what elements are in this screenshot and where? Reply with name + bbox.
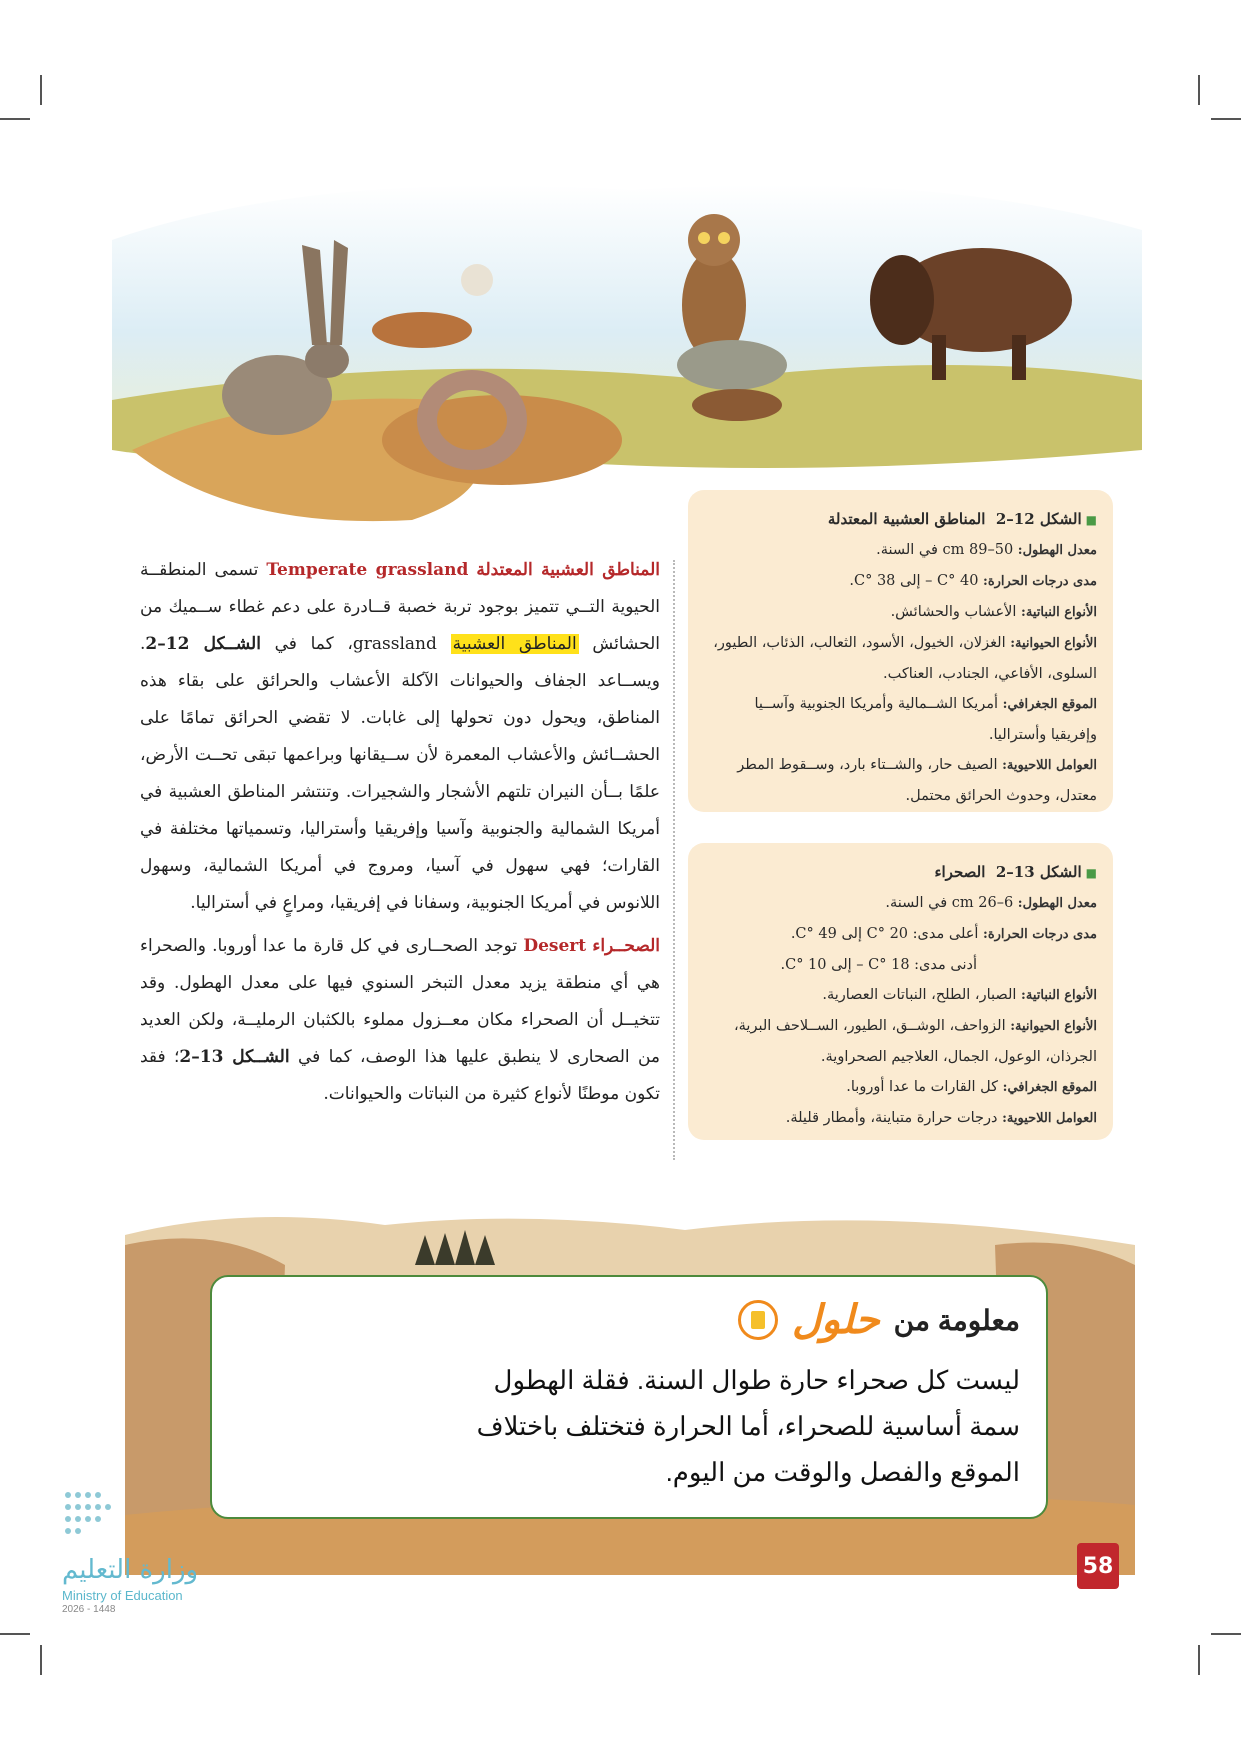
crop-mark — [0, 1633, 30, 1635]
ministry-logo — [62, 1485, 222, 1615]
crop-mark — [1198, 1645, 1200, 1675]
column-divider — [673, 560, 675, 1160]
ministry-dots-icon — [62, 1485, 132, 1545]
fig12-info-box — [688, 490, 1113, 812]
fig13-info-box — [688, 843, 1113, 1140]
desert-term-en: Desert — [523, 936, 587, 956]
fig13-label: الشكل 13–2 — [995, 863, 1082, 881]
fig12-rain: معدل الهطول: 50–89 cm في السنة. — [876, 542, 1097, 558]
fig12-title: المناطق العشبية المعتدلة — [827, 510, 986, 528]
grassland-text-1: تسمى المنطقــة الحيوية التــي تتميز بوجود تربة خصبة قــادرة على دعم غطاء ســميك من الحشائش — [140, 560, 661, 654]
crop-mark — [40, 75, 42, 105]
grassland-term-ar: المناطق العشبية المعتدلة — [476, 560, 661, 580]
page-number: 58 — [1077, 1543, 1119, 1589]
note-body: ليست كل صحراء حارة طوال السنة. فقلة الهطول سمة أساسية للصحراء، أما الحرارة فتختلف باختلاف الموقع والفصل والوقت من اليوم. — [476, 1365, 1020, 1487]
fig12-plants: الأنواع النباتية: الأعشاب والحشائش. — [890, 604, 1097, 620]
desert-text-1: توجد الصحــارى في كل قارة ما عدا أوروبا. والصحراء هي أي منطقة يزيد معدل التبخر السنوي فيها على معدل الهطول. وقد تتخيــل أن الصحراء مكان معــزول مملوء بالكثبان الرمليــة، ولكن العديد من الصحارى لا ينطبق عليها هذا الوصف، كما في — [140, 936, 661, 1067]
fig13-title: الصحراء — [934, 863, 986, 881]
fig12-title-line — [704, 504, 1097, 535]
fig12-label: الشكل 12–2 — [995, 510, 1082, 528]
ministry-year: 2026 - 1448 — [62, 1604, 116, 1615]
ministry-name-ar: وزارة التعليم — [62, 1555, 199, 1585]
fig13-animals: الأنواع الحيوانية: الزواحف، الوشــق، الطيور، الســلاحف البرية، الجرذان، الوعول، الجمال، العلاجيم الصحراوية. — [733, 1018, 1097, 1065]
brand-name: حلول — [791, 1298, 880, 1342]
desert-paragraph — [140, 928, 660, 1113]
grassland-text-3: . ويســاعد الجفاف والحيوانات الآكلة الأعشاب والحرائق على بقاء هذه المناطق، ويحول دون تحولها إلى غابات. لا تقضي الحرائق تمامًا على الحشــائش والأعشاب المعمرة لأن ســيقانها وبراعمها تبقى تحــت الأرض، علمًا بــأن النيران تلتهم الأشجار والشجيرات. وتنتشر المناطق العشبية في أمريكا الشمالية والجنوبية وآسيا وإفريقيا وأستراليا، وتسمياتها مختلفة في القارات؛ فهي سهول في آسيا، ومروج في أمريكا الشمالية، وسهول اللانوس في أمريكا الجنوبية، وسفانا في إفريقيا، ومراعٍ في أستراليا. — [140, 634, 660, 913]
fig12-location: الموقع الجغرافي: أمريكا الشــمالية وأمريكا الجنوبية وآســيا وإفريقيا وأستراليا. — [754, 696, 1097, 743]
crop-mark — [1211, 118, 1241, 120]
note-heading: معلومة من — [893, 1304, 1020, 1336]
green-square-icon: ■ — [1085, 866, 1097, 880]
fig13-title-line — [704, 857, 1097, 888]
green-square-icon: ■ — [1085, 513, 1097, 527]
fig12-reference: الشــكل 12–2 — [145, 634, 261, 654]
brand-logo-icon — [738, 1300, 778, 1340]
crop-mark — [40, 1645, 42, 1675]
fig13-plants: الأنواع النباتية: الصبار، الطلح، النباتات العصارية. — [822, 987, 1097, 1003]
grassland-text-2: grassland، كما في — [274, 634, 437, 654]
fig12-temp: مدى درجات الحرارة: 40 °C – إلى 38 °C. — [849, 573, 1097, 589]
crop-mark — [1198, 75, 1200, 105]
crop-mark — [0, 118, 30, 120]
fig13-temp-high: مدى درجات الحرارة: أعلى مدى: 20 °C إلى 49 °C. — [790, 926, 1097, 942]
ministry-name-en: Ministry of Education — [62, 1588, 183, 1603]
grassland-paragraph — [140, 552, 660, 922]
fig13-location: الموقع الجغرافي: كل القارات ما عدا أوروبا. — [846, 1079, 1097, 1095]
note-header — [238, 1297, 1020, 1343]
fig13-rain: معدل الهطول: 6–26 cm في السنة. — [885, 895, 1097, 911]
grassland-term-en: Temperate grassland — [266, 560, 469, 580]
fig12-abiotic: العوامل اللاحيوية: الصيف حار، والشــتاء بارد، وســقوط المطر معتدل، وحدوث الحرائق محتمل. — [737, 757, 1097, 804]
fig12-animals: الأنواع الحيوانية: الغزلان، الخيول، الأسود، الثعالب، الذئاب، الطيور، السلوى، الأفاعي، الجنادب، العناكب. — [713, 635, 1097, 682]
fig13-reference: الشــكل 13–2 — [179, 1047, 290, 1067]
fig13-temp-low: أدنى مدى: 18 °C – إلى 10 °C. — [780, 957, 977, 973]
grassland-illustration — [112, 150, 1142, 530]
desert-text-2: ؛ فقد تكون موطنًا لأنواع كثيرة من النباتات والحيوانات. — [140, 1047, 660, 1104]
grassland-highlight: المناطق العشبية — [452, 634, 577, 654]
fig13-abiotic: العوامل اللاحيوية: درجات حرارة متباينة، وأمطار قليلة. — [785, 1110, 1097, 1126]
main-text-column — [140, 552, 660, 1119]
desert-term-ar: الصحــراء — [592, 936, 661, 956]
note-box — [210, 1275, 1048, 1519]
crop-mark — [1211, 1633, 1241, 1635]
